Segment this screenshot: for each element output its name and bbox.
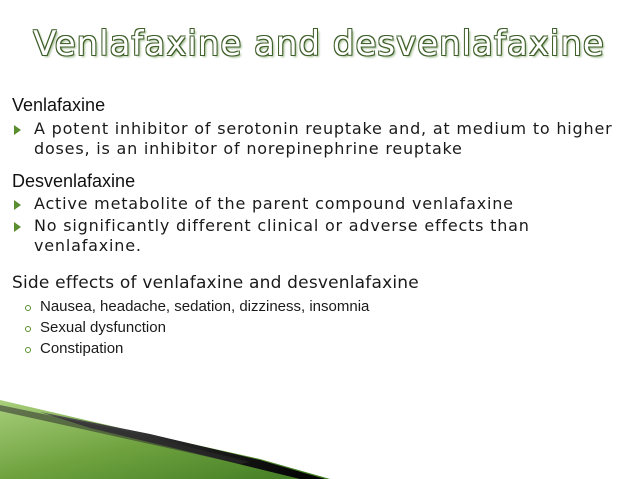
- list-item-text: No significantly different clinical or adverse effects than venlafaxine.: [34, 216, 530, 255]
- sub-list-item-text: Sexual dysfunction: [40, 319, 166, 336]
- list-item-text: Active metabolite of the parent compound venlafaxine: [34, 194, 514, 213]
- section-heading-venlafaxine: Venlafaxine: [12, 95, 106, 115]
- sub-list-item-text: Nausea, headache, sedation, dizziness, insomnia: [40, 298, 370, 315]
- list-item-text: A potent inhibitor of serotonin reuptake and, at medium to higher doses, is an inhibitor of norepinephrine reuptake: [34, 119, 613, 158]
- slide-title: Venlafaxine and desvenlafaxine: [33, 24, 605, 64]
- sub-list-item-text: Constipation: [40, 340, 124, 357]
- section-heading-desvenlafaxine: Desvenlafaxine: [12, 171, 136, 191]
- section-heading-side-effects: Side effects of venlafaxine and desvenlafaxine: [12, 273, 419, 293]
